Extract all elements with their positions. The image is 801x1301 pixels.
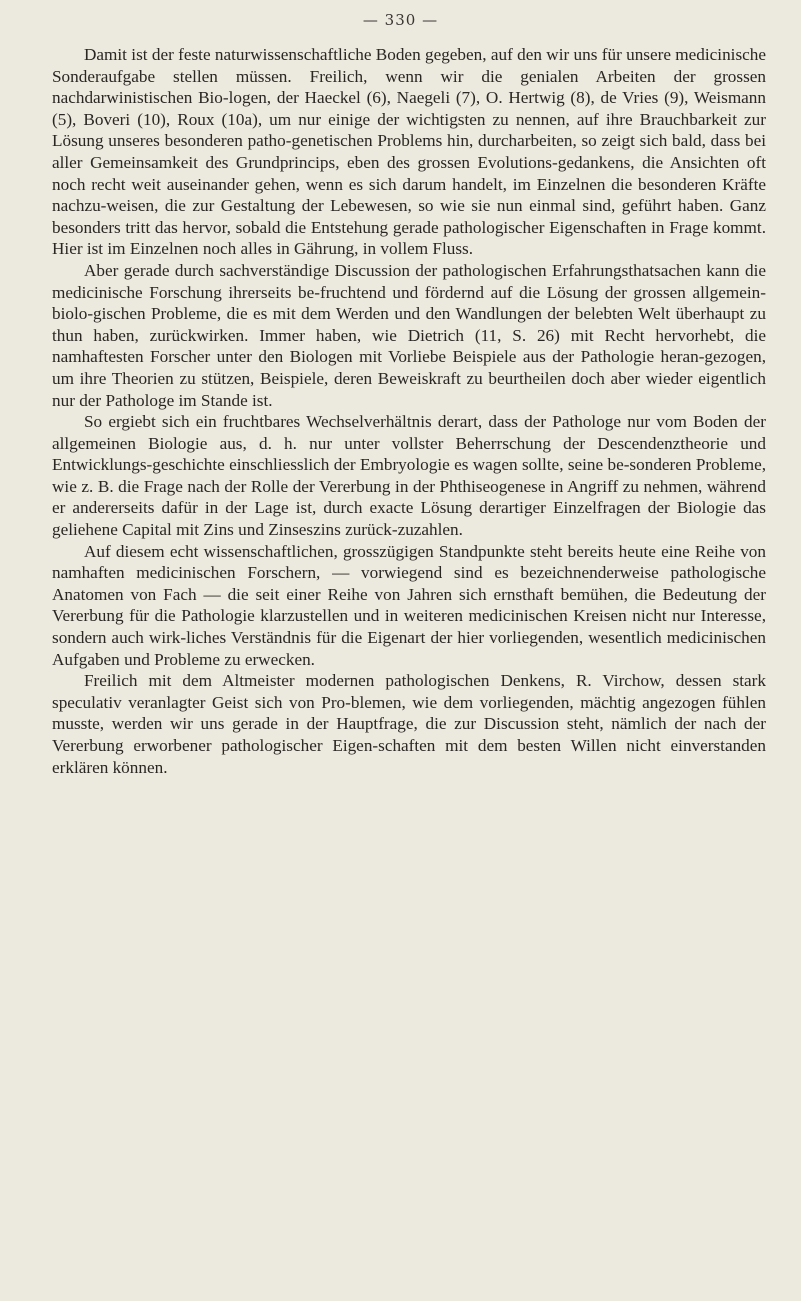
paragraph-2: Aber gerade durch sachverständige Discussion der pathologischen Erfahrungsthatsachen kann die medicinische Forschung ihrerseits be-fruchtend und fördernd auf die Lösung der grossen allgemein-biolo-gischen Probleme, die es mit dem Werden und den Wandlungen der belebten Welt überhaupt zu thun haben, zurückwirken. Immer haben, wie Dietrich (11, S. 26) mit Recht hervorhebt, die namhaftesten Forscher unter den Biologen mit Vorliebe Beispiele aus der Pathologie heran-gezogen, um ihre Theorien zu stützen, Beispiele, deren Beweiskraft zu beurtheilen doch aber wieder eigentlich nur der Pathologe im Stande ist. — [52, 260, 766, 410]
paragraph-3: So ergiebt sich ein fruchtbares Wechselverhältnis derart, dass der Pathologe nur vom Boden der allgemeinen Biologie aus, d. h. nur unter vollster Beherrschung der Descendenztheorie und Entwicklungs-geschichte einschliesslich der Embryologie es wagen sollte, seine be-sonderen Probleme, wie z. B. die Frage nach der Rolle der Vererbung in der Phthiseogenese in Angriff zu nehmen, während er andererseits dafür in der Lage ist, durch exacte Lösung derartiger Einzelfragen der Biologie das geliehene Capital mit Zins und Zinseszins zurück-zuzahlen. — [52, 412, 766, 540]
paragraph-1: Damit ist der feste naturwissenschaftliche Boden gegeben, auf den wir uns für unsere medicinische Sonderaufgabe stellen müssen. Freilich, wenn wir die genialen Arbeiten der grossen nachdarwinistischen Bio-logen, der Haeckel (6), Naegeli (7), O. Hertwig (8), de Vries (9), Weismann (5), Boveri (10), Roux (10a), um nur einige der wichtigsten zu nennen, auf ihre Brauchbarkeit zur Lösung unseres besonderen patho-genetischen Problems hin, durcharbeiten, so zeigt sich bald, dass bei aller Gemeinsamkeit des Grundprincips, eben des grossen Evolutions-gedankens, die Ansichten oft noch recht weit auseinander gehen, wenn es sich darum handelt, im Einzelnen die besonderen Kräfte nachzu-weisen, die zur Gestaltung der Lebewesen, so wie sie nun einmal sind, geführt haben. Ganz besonders tritt das hervor, sobald die Entstehung gerade pathologischer Eigenschaften in Frage kommt. Hier ist im Einzelnen noch alles in Gährung, in vollem Fluss. — [52, 45, 766, 259]
paragraph-5: Freilich mit dem Altmeister modernen pathologischen Denkens, R. Virchow, dessen stark speculativ veranlagter Geist sich von Pro-blemen, wie dem vorliegenden, mächtig angezogen fühlen musste, werden wir uns gerade in der Hauptfrage, die zur Discussion steht, nämlich der nach der Vererbung erworbener pathologischer Eigen-schaften mit dem besten Willen nicht einverstanden erklären können. — [52, 671, 766, 777]
body-text — [52, 44, 766, 778]
paragraph-4: Auf diesem echt wissenschaftlichen, grosszügigen Standpunkte steht bereits heute eine Reihe von namhaften medicinischen Forschern, — vorwiegend sind es bezeichnenderweise pathologische Anatomen von Fach — die seit einer Reihe von Jahren sich ernsthaft bemühen, die Bedeutung der Vererbung für die Pathologie klarzustellen und in weiteren medicinischen Kreisen nicht nur Interesse, sondern auch wirk-liches Verständnis für die Eigenart der hier vorliegenden, wesentlich medicinischen Aufgaben und Probleme zu erwecken. — [52, 541, 766, 669]
page-number: — 330 — — [362, 11, 439, 29]
